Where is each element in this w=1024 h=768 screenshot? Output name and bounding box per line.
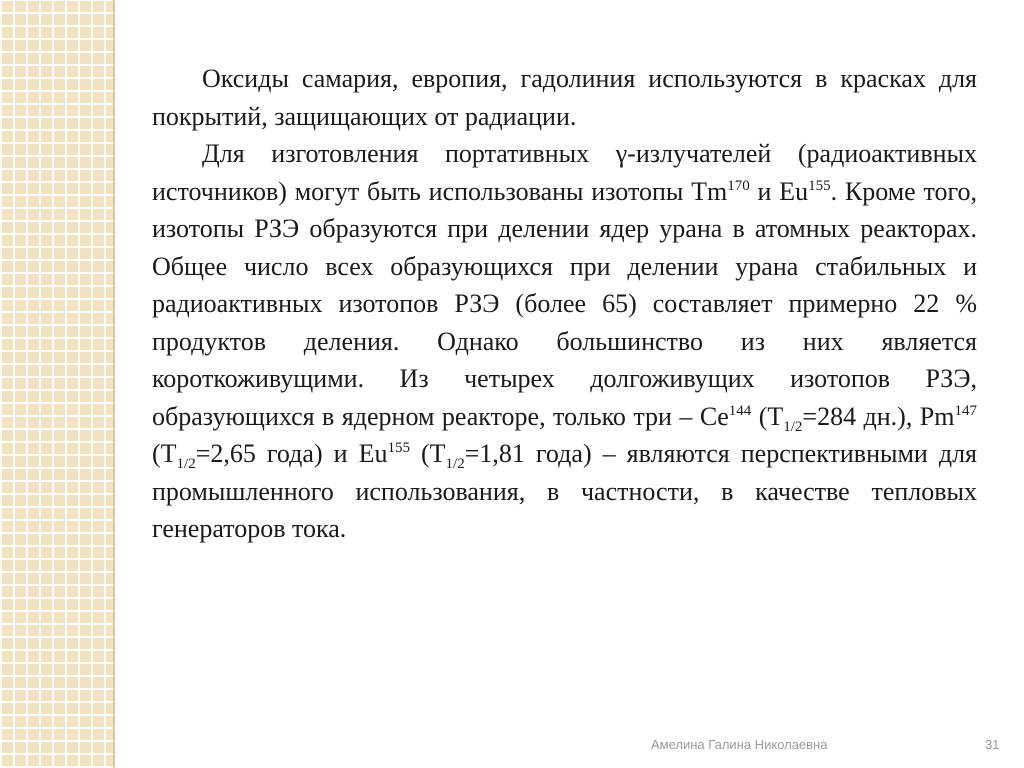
paragraph-2	[152, 135, 977, 548]
p2-text-5: =284 дн.), Pm	[802, 401, 955, 431]
paragraph-1: Оксиды самария, европия, гадолиния используются в красках для покрытий, защищающих от радиации.	[152, 64, 977, 131]
tm-mass-number: 170	[727, 177, 750, 194]
decorative-sidebar	[0, 0, 113, 768]
eu2-mass-number: 155	[387, 440, 410, 456]
sidebar-divider	[113, 0, 115, 768]
p2-text-8: (T	[409, 439, 446, 468]
p2-text-4: (T	[751, 401, 784, 431]
p2-text-1: Для изготовления портативных γ-излучателей (радиоактивных источников) могут быть использованы изотопы Tm	[152, 139, 977, 206]
page-number: 31	[985, 737, 1000, 752]
half-life-subscript-3: 1/2	[445, 456, 465, 472]
slide-body	[152, 60, 977, 548]
ce-mass-number: 144	[728, 402, 752, 419]
half-life-subscript-2: 1/2	[176, 456, 196, 472]
p2-text-6: (T	[152, 439, 177, 468]
pm-mass-number: 147	[954, 402, 977, 419]
p2-text-2: и Eu	[749, 176, 809, 206]
p2-text-7: =2,65 года) и Eu	[195, 439, 388, 468]
footer-author: Амелина Галина Николаевна	[651, 737, 828, 752]
half-life-subscript-1: 1/2	[783, 418, 803, 435]
eu-mass-number: 155	[808, 177, 831, 194]
p2-text-3: . Кроме того, изотопы РЗЭ образуются при делении ядер урана в атомных реакторах. Общее число всех образующихся при делении урана стабильных и радиоактивных изотопов РЗЭ (более 65) составляет примерно 22 % продуктов деления. Однако большинство из них является короткоживущими. Из четырех долгоживущих изотопов РЗЭ, образующихся в ядерном реакторе, только три – Ce	[152, 176, 977, 431]
p2-text-9: =1,81 года) – являются перспективными для промышленного использования, в частности, в качестве тепловых генераторов тока.	[152, 439, 978, 543]
